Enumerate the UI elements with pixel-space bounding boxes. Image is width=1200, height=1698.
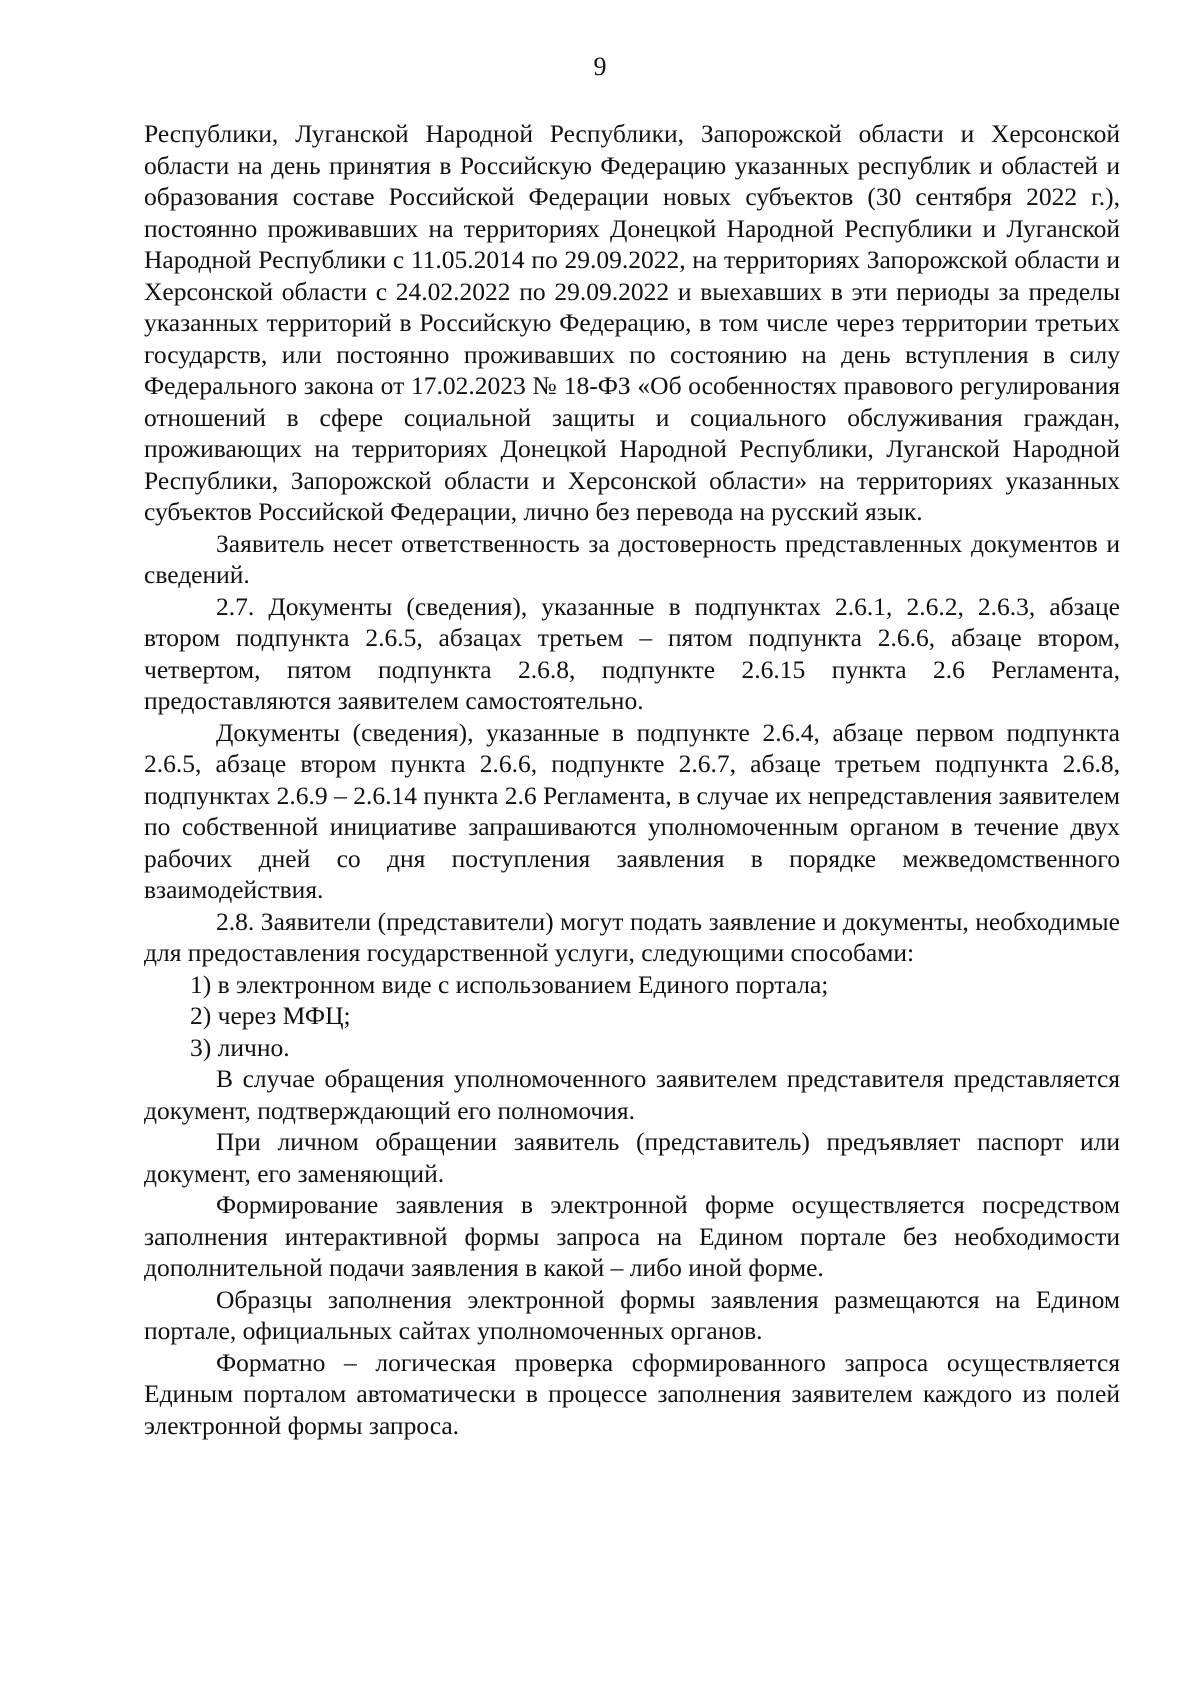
paragraph-format-check: Форматно – логическая проверка сформированного запроса осуществляется Единым порталом автоматически в процессе заполнения заявителем каждого из полей электронной формы запроса. [144, 1347, 1120, 1440]
paragraph-representative: В случае обращения уполномоченного заявителем представителя представляется документ, подтверждающий его полномочия. [144, 1064, 1120, 1125]
paragraph-requested-documents: Документы (сведения), указанные в подпункте 2.6.4, абзаце первом подпункта 2.6.5, абзаце втором пункта 2.6.6, подпункте 2.6.7, абзаце третьем подпункта 2.6.8, подпунктах 2.6.9 – 2.6.14 пункта 2.6 Регламента, в случае их непредставления заявителем по собственной инициативе запрашиваются уполномоченным органом в течение двух рабочих дней со дня поступления заявления в порядке межведомственного взаимодействия. [144, 717, 1120, 904]
paragraph-responsibility: Заявитель несет ответственность за достоверность представленных документов и сведений. [144, 528, 1120, 589]
paragraph-continuation: Республики, Луганской Народной Республики, Запорожской области и Херсонской области на день принятия в Российскую Федерацию указанных республик и областей и образования составе Российской Федерации новых субъектов (30 сентября 2022 г.), постоянно проживавших на территориях Донецкой Народной Республики и Луганской Народной Республики с 11.05.2014 по 29.09.2022, на территориях Запорожской области и Херсонской области с 24.02.2022 по 29.09.2022 и выехавших в эти периоды за пределы указанных территорий в Российскую Федерацию, в том числе через территории третьих государств, или постоянно проживавших по состоянию на день вступления в силу Федерального закона от 17.02.2023 № 18-ФЗ «Об особенностях правового регулирования отношений в сфере социальной защиты и социального обслуживания граждан, проживающих на территориях Донецкой Народной Республики, Луганской Народной Республики, Запорожской области и Херсонской области» на территориях указанных субъектов Российской Федерации, лично без перевода на русский язык. [144, 119, 1120, 526]
paragraph-2-7: 2.7. Документы (сведения), указанные в подпунктах 2.6.1, 2.6.2, 2.6.3, абзаце втором подпункта 2.6.5, абзацах третьем – пятом подпункта 2.6.6, абзаце втором, четвертом, пятом подпункта 2.6.8, подпункте 2.6.15 пункта 2.6 Регламента, предоставляются заявителем самостоятельно. [144, 591, 1120, 715]
paragraph-form-samples: Образцы заполнения электронной формы заявления размещаются на Едином портале, официальных сайтах уполномоченных органов. [144, 1284, 1120, 1345]
list-item-electronic: 1) в электронном виде с использованием Единого портала; [190, 969, 829, 999]
paragraph-electronic-form: Формирование заявления в электронной форме осуществляется посредством заполнения интерактивной формы запроса на Едином портале без необходимости дополнительной подачи заявления в какой – либо иной форме. [144, 1190, 1120, 1282]
page-number: 9 [593, 52, 607, 81]
list-item-in-person: 3) лично. [190, 1032, 290, 1062]
document-body [144, 118, 1120, 1441]
paragraph-2-8: 2.8. Заявители (представители) могут подать заявление и документы, необходимые для предоставления государственной услуги, следующими способами: [144, 906, 1120, 967]
paragraph-personal-visit: При личном обращении заявитель (представитель) предъявляет паспорт или документ, его заменяющий. [144, 1127, 1120, 1188]
list-item-mfc: 2) через МФЦ; [190, 1001, 351, 1030]
